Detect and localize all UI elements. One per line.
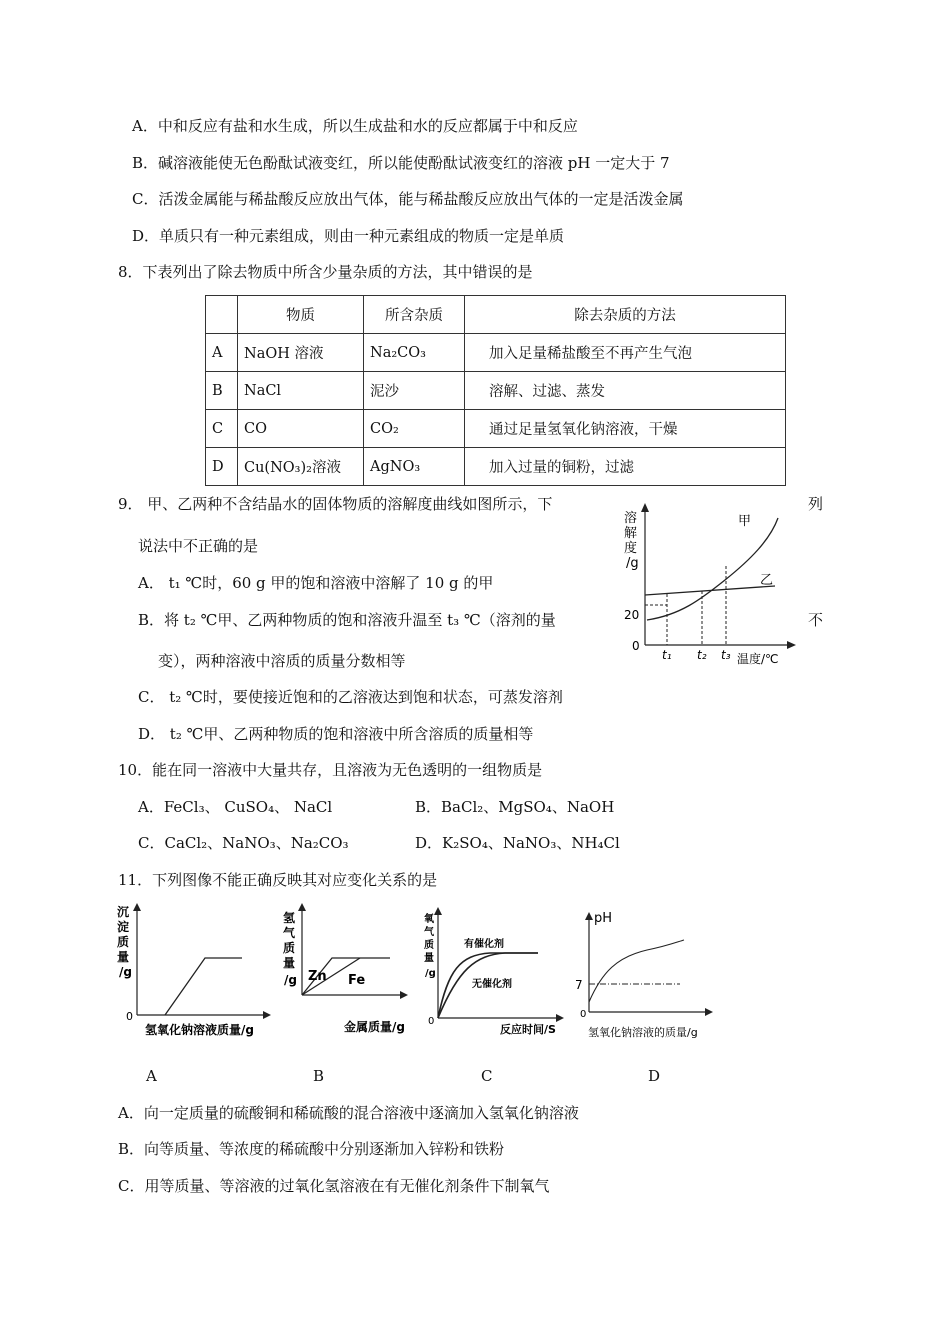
y-axis-label <box>624 510 641 571</box>
graph-a-line <box>165 958 242 1015</box>
curve-yi <box>645 586 775 595</box>
option-cell: A <box>206 334 238 372</box>
header-cell: 除去杂质的方法 <box>465 296 786 334</box>
q11-option-c: C．用等质量、等溶液的过氧化氢溶液在有无催化剂条件下制氧气 <box>118 1177 550 1195</box>
q7-option-a: A．中和反应有盐和水生成，所以生成盐和水的反应都属于中和反应 <box>132 117 578 135</box>
q10-option-a: A．FeCl₃、 CuSO₄、 NaCl <box>138 798 333 816</box>
graph-b-x-label: 金属质量/g <box>344 1020 405 1034</box>
graph-a-x-label: 氢氧化钠溶液质量/g <box>145 1023 254 1037</box>
substance-cell: NaCl <box>238 372 364 410</box>
curve-yi-label: 乙 <box>760 573 774 588</box>
table-row <box>206 372 786 410</box>
table-header-row <box>206 296 786 334</box>
origin-label: 0 <box>632 639 640 653</box>
q10-option-b: B．BaCl₂、MgSO₄、NaOH <box>415 798 615 816</box>
graph-c-caption: C <box>481 1067 493 1085</box>
q8-stem: 8．下表列出了除去物质中所含少量杂质的方法，其中错误的是 <box>118 263 533 281</box>
tick-t3: t₃ <box>721 648 731 662</box>
tick-t1: t₁ <box>662 648 672 662</box>
impurity-cell: CO₂ <box>364 410 465 448</box>
graph-b-caption: B <box>313 1067 325 1085</box>
graph-d-caption: D <box>648 1067 661 1085</box>
graph-d-tick-7: 7 <box>575 978 583 992</box>
graph-a-origin: 0 <box>126 1010 133 1023</box>
graph-a-y-label: 沉淀质量/g <box>117 905 132 979</box>
graph-b-fe-label: Fe <box>348 973 366 988</box>
option-cell: D <box>206 448 238 486</box>
substance-cell: CO <box>238 410 364 448</box>
q11-option-b: B．向等质量、等浓度的稀硫酸中分别逐渐加入锌粉和铁粉 <box>118 1140 505 1158</box>
q11-option-a: A．向一定质量的硫酸铜和稀硫酸的混合溶液中逐滴加入氢氧化钠溶液 <box>118 1104 579 1122</box>
q10-stem: 10．能在同一溶液中大量共存，且溶液为无色透明的一组物质是 <box>118 761 543 779</box>
q7-option-d: D．单质只有一种元素组成，则由一种元素组成的物质一定是单质 <box>132 227 565 245</box>
q8-table <box>205 295 786 486</box>
tick-20: 20 <box>624 608 640 622</box>
impurity-cell: Na₂CO₃ <box>364 334 465 372</box>
graph-c-origin: 0 <box>428 1016 435 1027</box>
graph-c <box>420 900 570 1040</box>
impurity-cell: 泥沙 <box>364 372 465 410</box>
graph-c-no-catalyst-label: 无催化剂 <box>472 979 512 990</box>
q10-option-c: C．CaCl₂、NaNO₃、Na₂CO₃ <box>138 834 349 852</box>
y-label-char-2: 解 <box>624 526 638 541</box>
graph-d-x-label: 氢氧化钠溶液的质量/g <box>588 1026 698 1039</box>
q9-option-a: A． t₁ ℃时，60 g 甲的饱和溶液中溶解了 10 g 的甲 <box>138 574 494 592</box>
q9-stem: 9． 甲、乙两种不含结晶水的固体物质的溶解度曲线如图所示，下 <box>118 495 553 513</box>
q7-option-b: B．碱溶液能使无色酚酞试液变红，所以能使酚酞试液变红的溶液 pH 一定大于 7 <box>132 154 670 172</box>
graph-c-y-label: 氧气质量/g <box>424 914 436 979</box>
graph-a <box>115 900 275 1040</box>
graph-c-catalyst-label: 有催化剂 <box>464 939 504 950</box>
graph-d-y-label: pH <box>594 911 613 926</box>
q10-option-d: D．K₂SO₄、NaNO₃、NH₄Cl <box>415 834 620 852</box>
y-label-char-3: 度 <box>624 541 638 556</box>
table-row <box>206 448 786 486</box>
option-cell: C <box>206 410 238 448</box>
q9-stem-continued: 说法中不正确的是 <box>138 537 259 555</box>
graph-c-x-label: 反应时间/S <box>500 1023 556 1036</box>
q9-option-b-continued: 变），两种溶液中溶质的质量分数相等 <box>158 652 406 670</box>
tick-t2: t₂ <box>697 648 707 662</box>
method-cell: 加入过量的铜粉，过滤 <box>465 448 786 486</box>
q9-stem-tail: 列 <box>808 495 824 513</box>
header-cell: 所含杂质 <box>364 296 465 334</box>
q9-option-c: C． t₂ ℃时，要使接近饱和的乙溶液达到饱和状态，可蒸发溶剂 <box>138 688 563 706</box>
q9-option-b: B．将 t₂ ℃甲、乙两种物质的饱和溶液升温至 t₃ ℃（溶剂的量 <box>138 611 556 629</box>
q11-stem: 11．下列图像不能正确反映其对应变化关系的是 <box>118 871 438 889</box>
header-cell <box>206 296 238 334</box>
method-cell: 溶解、过滤、蒸发 <box>465 372 786 410</box>
header-cell: 物质 <box>238 296 364 334</box>
q9-option-b-tail: 不 <box>808 611 824 629</box>
y-label-char-1: 溶 <box>624 511 638 526</box>
graph-d-origin: 0 <box>580 1009 587 1020</box>
substance-cell: NaOH 溶液 <box>238 334 364 372</box>
table-row <box>206 334 786 372</box>
x-axis-label: 温度/℃ <box>737 652 779 666</box>
q9-option-d: D． t₂ ℃甲、乙两种物质的饱和溶液中所含溶质的质量相等 <box>138 725 534 743</box>
impurity-cell: AgNO₃ <box>364 448 465 486</box>
method-cell: 通过足量氢氧化钠溶液，干燥 <box>465 410 786 448</box>
method-cell: 加入足量稀盐酸至不再产生气泡 <box>465 334 786 372</box>
graph-b <box>280 900 420 1040</box>
solubility-graph <box>610 500 800 670</box>
graph-d-curve <box>589 940 684 1002</box>
graph-d <box>572 902 732 1042</box>
q7-option-c: C．活泼金属能与稀盐酸反应放出气体，能与稀盐酸反应放出气体的一定是活泼金属 <box>132 190 684 208</box>
graph-b-y-label: 氢气质量/g <box>283 911 297 987</box>
y-label-char-4: /g <box>626 556 639 571</box>
graph-a-caption: A <box>146 1067 157 1085</box>
graph-b-zn-label: Zn <box>308 969 327 984</box>
table-row <box>206 410 786 448</box>
option-cell: B <box>206 372 238 410</box>
substance-cell: Cu(NO₃)₂溶液 <box>238 448 364 486</box>
curve-jia-label: 甲 <box>738 514 752 529</box>
